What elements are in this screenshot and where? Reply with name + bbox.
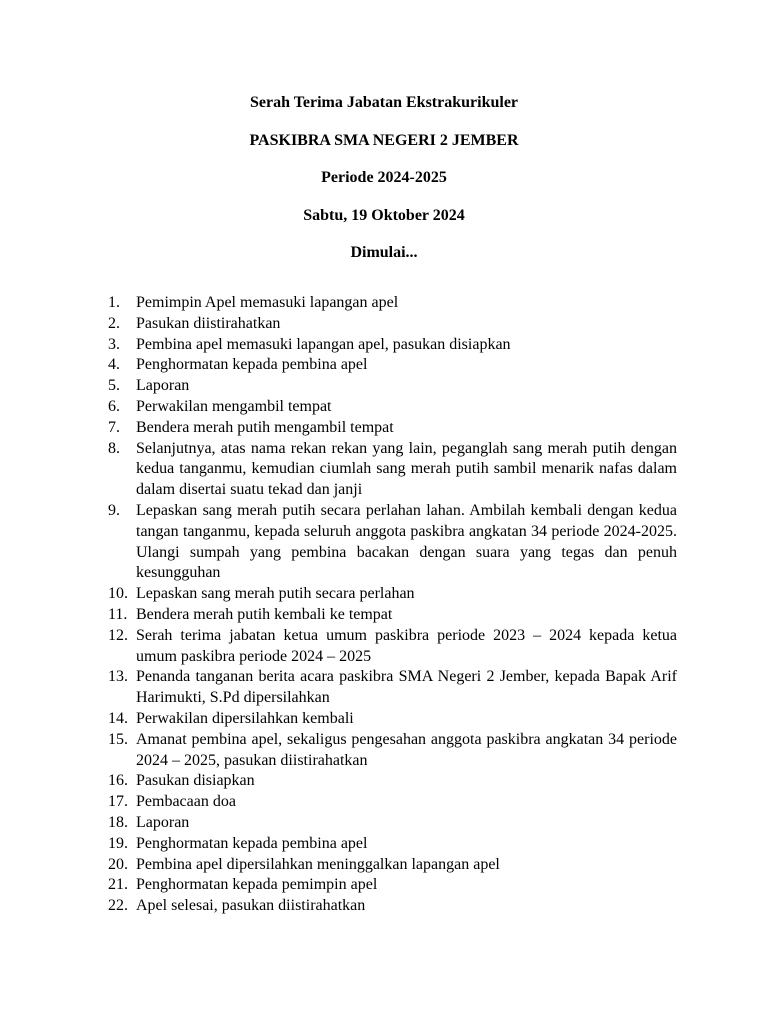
step-number: 12. xyxy=(108,626,128,644)
list-item xyxy=(108,418,677,439)
step-text: Pembina apel dipersilahkan meninggalkan lapangan apel xyxy=(136,855,500,873)
step-number: 20. xyxy=(108,855,128,873)
step-number: 2. xyxy=(108,314,120,332)
list-item xyxy=(108,626,677,668)
step-text: Apel selesai, pasukan diistirahatkan xyxy=(136,897,366,915)
list-item xyxy=(108,855,677,876)
step-text: Penghormatan kepada pemimpin apel xyxy=(136,876,378,894)
list-item xyxy=(108,397,677,418)
step-text: Pemimpin Apel memasuki lapangan apel xyxy=(136,294,399,311)
step-text: Penghormatan kepada pembina apel xyxy=(136,834,368,852)
list-item xyxy=(108,730,677,772)
step-text: Lepaskan sang merah putih secara perlahan xyxy=(136,585,415,603)
step-number: 3. xyxy=(108,335,120,353)
list-item xyxy=(108,605,677,626)
list-item xyxy=(108,896,677,917)
list-item xyxy=(108,709,677,730)
step-number: 11. xyxy=(108,605,128,623)
list-item xyxy=(108,584,677,605)
step-text: Perwakilan dipersilahkan kembali xyxy=(136,709,354,727)
list-item xyxy=(108,335,677,356)
list-item xyxy=(108,376,677,397)
organization-name: PASKIBRA SMA NEGERI 2 JEMBER xyxy=(249,131,519,149)
step-text: Penanda tanganan berita acara paskibra SMA Negeri 2 Jember, kepada Bapak Arif Harimukti, S.Pd dipersilahkan xyxy=(136,668,677,707)
list-item xyxy=(108,834,677,855)
list-item xyxy=(108,501,677,584)
step-number: 8. xyxy=(108,439,120,457)
list-item xyxy=(108,667,677,709)
step-number: 1. xyxy=(108,294,120,311)
step-number: 14. xyxy=(108,709,128,727)
step-number: 19. xyxy=(108,834,128,852)
step-text: Penghormatan kepada pembina apel xyxy=(136,356,368,374)
step-text: Selanjutnya, atas nama rekan rekan yang lain, peganglah sang merah putih dengan kedua tanganmu, kemudian ciumlah sang merah putih sambil menarik nafas dalam dalam disertai suatu tekad dan janji xyxy=(136,439,677,499)
step-number: 17. xyxy=(108,793,128,811)
list-item xyxy=(108,293,677,314)
period-line: Periode 2024-2025 xyxy=(321,169,447,186)
document-header xyxy=(0,93,768,281)
list-item xyxy=(108,314,677,335)
step-text: Serah terima jabatan ketua umum paskibra periode 2023 – 2024 kepada ketua umum paskibra periode 2024 – 2025 xyxy=(136,626,677,665)
list-item xyxy=(108,771,677,792)
step-number: 4. xyxy=(108,356,120,374)
step-number: 7. xyxy=(108,418,120,436)
step-text: Lepaskan sang merah putih secara perlahan lahan. Ambilah kembali dengan kedua tangan tanganmu, kepada seluruh anggota paskibra angkatan 34 periode 2024-2025. Ulangi sumpah yang pembina bacakan dengan suara yang tegas dan penuh kesungguhan xyxy=(136,501,677,582)
step-text: Laporan xyxy=(136,813,190,831)
step-number: 6. xyxy=(108,397,120,415)
step-number: 9. xyxy=(108,501,120,519)
steps-list xyxy=(108,293,677,917)
step-text: Pembina apel memasuki lapangan apel, pasukan disiapkan xyxy=(136,335,511,353)
list-item xyxy=(108,875,677,896)
step-number: 5. xyxy=(108,377,120,395)
list-item xyxy=(108,813,677,834)
step-number: 21. xyxy=(108,876,128,894)
step-number: 10. xyxy=(108,585,128,603)
step-text: Amanat pembina apel, sekaligus pengesahan anggota paskibra angkatan 34 periode 2024 – 2025, pasukan diistirahatkan xyxy=(136,730,677,769)
step-number: 13. xyxy=(108,668,128,686)
date-line: Sabtu, 19 Oktober 2024 xyxy=(303,206,465,224)
step-number: 22. xyxy=(108,897,128,915)
list-item xyxy=(108,792,677,813)
step-text: Laporan xyxy=(136,377,190,395)
document-title: Serah Terima Jabatan Ekstrakurikuler xyxy=(249,94,519,111)
list-item xyxy=(108,439,677,501)
step-text: Pasukan disiapkan xyxy=(136,772,255,790)
list-item xyxy=(108,355,677,376)
step-text: Perwakilan mengambil tempat xyxy=(136,397,332,415)
step-text: Bendera merah putih kembali ke tempat xyxy=(136,605,393,623)
step-text: Pembacaan doa xyxy=(136,793,236,811)
step-number: 15. xyxy=(108,730,128,748)
step-text: Pasukan diistirahatkan xyxy=(136,314,281,332)
step-number: 18. xyxy=(108,813,128,831)
step-text: Bendera merah putih mengambil tempat xyxy=(136,418,394,436)
start-line: Dimulai... xyxy=(350,244,418,261)
step-number: 16. xyxy=(108,772,128,790)
